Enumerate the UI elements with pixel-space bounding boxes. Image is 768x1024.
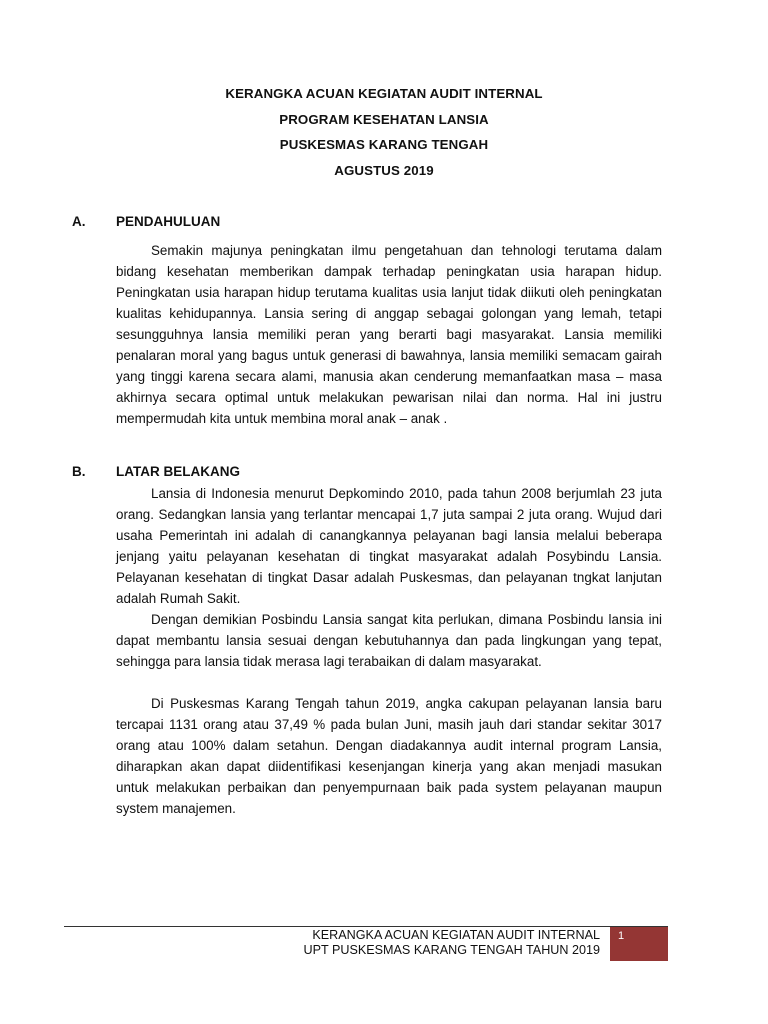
page-number-badge xyxy=(610,927,668,961)
page-number: 1 xyxy=(618,930,625,942)
section-a-paragraph: Semakin majunya peningkatan ilmu pengetahuan dan tehnologi terutama dalam bidang kesehatan memberikan dampak terhadap peningkatan usia harapan hidup. Peningkatan usia harapan hidup terutama kualitas usia lanjut tidak diikuti oleh peningkatan kualitas kehidupannya. Lansia sering di anggap sebagai golongan yang lemah, tetapi sesungguhnya lansia memiliki peran yang berarti bagi masyarakat. Lansia memiliki penalaran moral yang bagus untuk generasi di bawahnya, lansia memiliki semacam gairah yang tinggi karena secara alami, manusia akan cenderung memanfaatkan masa – masa akhirnya secara optimal untuk melakukan pewarisan nilai dan norma. Hal ini justru mempermudah kita untuk membina moral anak – anak . xyxy=(116,243,662,426)
title-line-3: PUSKESMAS KARANG TENGAH xyxy=(279,137,489,152)
section-b-paragraph-1: Lansia di Indonesia menurut Depkomindo 2010, pada tahun 2008 berjumlah 23 juta orang. Sedangkan lansia yang terlantar mencapai 1,7 juta sampai 2 juta orang. Wujud dari usaha Pemerintah ini adalah di canangkannya pelayanan bagi lansia melalui beberapa jenjang yaitu pelayanan kesehatan di tingkat masyarakat adalah Posybindu Lansia. Pelayanan kesehatan di tingkat Dasar adalah Puskesmas, dan pelayanan tngkat lanjutan adalah Rumah Sakit. xyxy=(116,486,662,606)
footer-line-1: KERANGKA ACUAN KEGIATAN AUDIT INTERNAL xyxy=(312,928,600,942)
section-b-letter: B. xyxy=(72,464,86,479)
section-b-paragraph-2: Dengan demikian Posbindu Lansia sangat kita perlukan, dimana Posbindu lansia ini dapat membantu lansia sesuai dengan kebutuhannya dan pada lingkungan yang tepat, sehingga para lansia tidak merasa lagi terabaikan di dalam masyarakat. xyxy=(116,612,662,669)
section-b-title: LATAR BELAKANG xyxy=(116,464,240,479)
section-a-letter: A. xyxy=(72,214,86,229)
section-a-title: PENDAHULUAN xyxy=(116,214,221,229)
section-b-paragraph-3: Di Puskesmas Karang Tengah tahun 2019, angka cakupan pelayanan lansia baru tercapai 1131 orang atau 37,49 % pada bulan Juni, masih jauh dari standar sekitar 3017 orang atau 100% dalam setahun. Dengan diadakannya audit internal program Lansia, diharapkan akan dapat diidentifikasi kesenjangan kinerja yang akan menjadi masukan untuk melakukan perbaikan dan penyempurnaan baik pada system pelayanan maupun system manajemen. xyxy=(116,696,662,816)
footer-divider xyxy=(64,926,668,927)
section-a-heading xyxy=(72,213,220,231)
title-line-2: PROGRAM KESEHATAN LANSIA xyxy=(279,111,489,127)
title-line-1: KERANGKA ACUAN KEGIATAN AUDIT INTERNAL xyxy=(225,86,543,101)
document-title xyxy=(0,85,768,187)
section-b-heading xyxy=(72,463,240,481)
footer-line-2: UPT PUSKESMAS KARANG TENGAH TAHUN 2019 xyxy=(303,943,600,957)
footer-text xyxy=(303,928,600,958)
title-line-4: AGUSTUS 2019 xyxy=(334,162,434,178)
